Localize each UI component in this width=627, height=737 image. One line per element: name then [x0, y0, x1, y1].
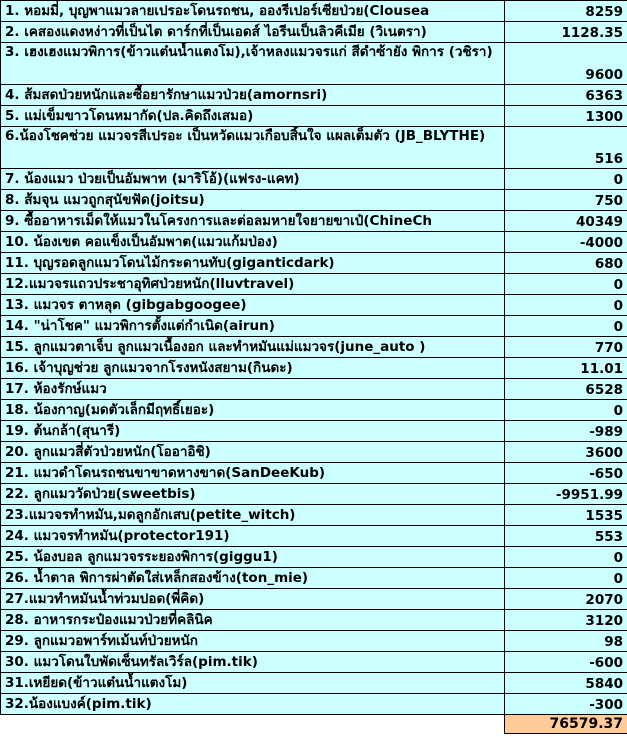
row-value-cell[interactable]: 0	[505, 316, 627, 337]
row-value-cell[interactable]: 0	[505, 547, 627, 568]
row-label-cell[interactable]: 2. เคสองแดงหง่าวที่เป็นไต ดาร์กที่เป็นเอดส์ ไอรีนเป็นลิวคีเมีย (วิเนตรา)	[1, 22, 505, 43]
row-value-cell[interactable]: 40349	[505, 211, 627, 232]
row-label-cell[interactable]: 6.น้องโชคช่วย แมวจรสีเปรอะ เป็นหวัดแมวเกือบสิ้นใจ แผลเต็มตัว (JB_BLYTHE)	[1, 127, 505, 169]
row-value-cell[interactable]: 3120	[505, 610, 627, 631]
row-value-cell[interactable]: -300	[505, 694, 627, 715]
table-row	[1, 43, 627, 85]
row-label-cell[interactable]: 21. แมวดำโดนรถชนขาขาดหางขาด(SanDeeKub)	[1, 463, 505, 484]
table-row	[1, 421, 627, 442]
row-value-cell[interactable]: -989	[505, 421, 627, 442]
row-value-cell[interactable]: 680	[505, 253, 627, 274]
table-row	[1, 631, 627, 652]
row-value-cell[interactable]: 11.01	[505, 358, 627, 379]
row-label-cell[interactable]: 3. เฮงเฮงแมวพิการ(ข้าวแต๋นน้ำแตงโม),เจ้าหลงแมวจรแก่ สีดำซ้ายัง พิการ (วชิรา)	[1, 43, 505, 85]
row-value-cell[interactable]: -4000	[505, 232, 627, 253]
row-value-cell[interactable]: -650	[505, 463, 627, 484]
row-label-cell[interactable]: 16. เจ้าบุญช่วย ลูกแมวจากโรงหนังสยาม(กินดะ)	[1, 358, 505, 379]
row-value-cell[interactable]: 0	[505, 274, 627, 295]
total-label-cell[interactable]	[1, 715, 505, 734]
table-row	[1, 652, 627, 673]
row-value-cell[interactable]: 0	[505, 169, 627, 190]
row-value-cell[interactable]: 1535	[505, 505, 627, 526]
table-row	[1, 1, 627, 22]
table-row	[1, 106, 627, 127]
table-row	[1, 379, 627, 400]
table-row	[1, 127, 627, 169]
row-label-cell[interactable]: 30. แมวโดนใบพัดเซ็นทรัลเวิร์ล(pim.tik)	[1, 652, 505, 673]
row-label-cell[interactable]: 10. น้องเขต คอแข็งเป็นอัมพาต(แมวแก้มป่อง)	[1, 232, 505, 253]
row-label-cell[interactable]: 11. บุญรอดลูกแมวโดนไม้กระดานทับ(giganticdark)	[1, 253, 505, 274]
row-value-cell[interactable]: 516	[505, 127, 627, 169]
table-row	[1, 253, 627, 274]
table-row	[1, 568, 627, 589]
row-value-cell[interactable]: 770	[505, 337, 627, 358]
row-label-cell[interactable]: 14. "น่าโชค" แมวพิการตั้งแต่กำเนิด(airun)	[1, 316, 505, 337]
row-value-cell[interactable]: 98	[505, 631, 627, 652]
row-label-cell[interactable]: 19. ต้นกล้า(สุนารี)	[1, 421, 505, 442]
row-label-cell[interactable]: 1. หอมมี่, บุญพาแมวลายเปรอะโดนรถชน, อองรีเปอร์เซียป่วย(Clousea	[1, 1, 505, 22]
table-row	[1, 400, 627, 421]
total-value-cell[interactable]: 76579.37	[505, 715, 627, 734]
table-row	[1, 22, 627, 43]
row-value-cell[interactable]: 0	[505, 400, 627, 421]
row-label-cell[interactable]: 5. แม่เข็มขาวโดนหมากัด(ปล.คิดถึงเสมอ)	[1, 106, 505, 127]
table-row	[1, 673, 627, 694]
row-label-cell[interactable]: 27.แมวทำหมันน้ำท่วมปอด(พี่คิด)	[1, 589, 505, 610]
table-row	[1, 169, 627, 190]
row-value-cell[interactable]: 750	[505, 190, 627, 211]
table-row	[1, 85, 627, 106]
row-label-cell[interactable]: 12.แมวจรแถวประชาอุทิศป่วยหนัก(lluvtravel)	[1, 274, 505, 295]
row-value-cell[interactable]: -600	[505, 652, 627, 673]
table-row	[1, 442, 627, 463]
table-row	[1, 694, 627, 715]
row-label-cell[interactable]: 18. น้องกาญ(มดตัวเล็กมีฤทธิ์เยอะ)	[1, 400, 505, 421]
row-label-cell[interactable]: 8. ส้มจุน แมวถูกสุนัขฟัด(joitsu)	[1, 190, 505, 211]
table-row	[1, 505, 627, 526]
table-row	[1, 547, 627, 568]
table-row	[1, 526, 627, 547]
row-label-cell[interactable]: 13. แมวจร ตาหลุด (gibgabgoogee)	[1, 295, 505, 316]
row-value-cell[interactable]: 0	[505, 568, 627, 589]
row-value-cell[interactable]: 6528	[505, 379, 627, 400]
row-label-cell[interactable]: 4. ส้มสดป่วยหนักและซื้อยารักษาแมวป่วย(amornsri)	[1, 85, 505, 106]
row-label-cell[interactable]: 17. ห้องรักษ์แมว	[1, 379, 505, 400]
row-label-cell[interactable]: 26. น้ำตาล พิการผ่าตัดใส่เหล็กสองข้าง(ton_mie)	[1, 568, 505, 589]
row-label-cell[interactable]: 28. อาหารกระป๋องแมวป่วยที่คลินิค	[1, 610, 505, 631]
table-row	[1, 589, 627, 610]
row-label-cell[interactable]: 15. ลูกแมวตาเจ็บ ลูกแมวเนื้องอก และทำหมันแม่แมวจร(june_auto )	[1, 337, 505, 358]
row-label-cell[interactable]: 23.แมวจรทำหมัน,มดลูกอักเสบ(petite_witch)	[1, 505, 505, 526]
row-label-cell[interactable]: 25. น้องบอล ลูกแมวจรระยองพิการ(giggu1)	[1, 547, 505, 568]
row-value-cell[interactable]: -9951.99	[505, 484, 627, 505]
row-value-cell[interactable]: 1128.35	[505, 22, 627, 43]
row-label-cell[interactable]: 22. ลูกแมววัดป่วย(sweetbis)	[1, 484, 505, 505]
row-value-cell[interactable]: 3600	[505, 442, 627, 463]
table-row	[1, 610, 627, 631]
table-row	[1, 232, 627, 253]
row-value-cell[interactable]: 9600	[505, 43, 627, 85]
table-row	[1, 484, 627, 505]
row-label-cell[interactable]: 31.เหยียด(ข้าวแต๋นน้ำแตงโม)	[1, 673, 505, 694]
total-row	[1, 715, 627, 734]
table-row	[1, 337, 627, 358]
table-body	[1, 1, 627, 715]
row-value-cell[interactable]: 553	[505, 526, 627, 547]
row-label-cell[interactable]: 7. น้องแมว ป่วยเป็นอัมพาท (มาริโอ้)(แฟรง-แคท)	[1, 169, 505, 190]
row-label-cell[interactable]: 20. ลูกแมวสี่ตัวป่วยหนัก(โออาอิชิ)	[1, 442, 505, 463]
row-label-cell[interactable]: 32.น้องแบงค์(pim.tik)	[1, 694, 505, 715]
row-label-cell[interactable]: 9. ซื้ออาหารเม็ดให้แมวในโครงการและต่อลมหายใจยายขาเป๋(ChineCh	[1, 211, 505, 232]
row-value-cell[interactable]: 2070	[505, 589, 627, 610]
table-row	[1, 358, 627, 379]
row-value-cell[interactable]: 6363	[505, 85, 627, 106]
table-row	[1, 295, 627, 316]
row-label-cell[interactable]: 29. ลูกแมวอพาร์ทเม้นท์ป่วยหนัก	[1, 631, 505, 652]
row-value-cell[interactable]: 1300	[505, 106, 627, 127]
table-row	[1, 190, 627, 211]
table-row	[1, 316, 627, 337]
table-row	[1, 463, 627, 484]
row-value-cell[interactable]: 0	[505, 295, 627, 316]
row-value-cell[interactable]: 5840	[505, 673, 627, 694]
row-label-cell[interactable]: 24. แมวจรทำหมัน(protector191)	[1, 526, 505, 547]
table-row	[1, 211, 627, 232]
row-value-cell[interactable]: 8259	[505, 1, 627, 22]
table-row	[1, 274, 627, 295]
